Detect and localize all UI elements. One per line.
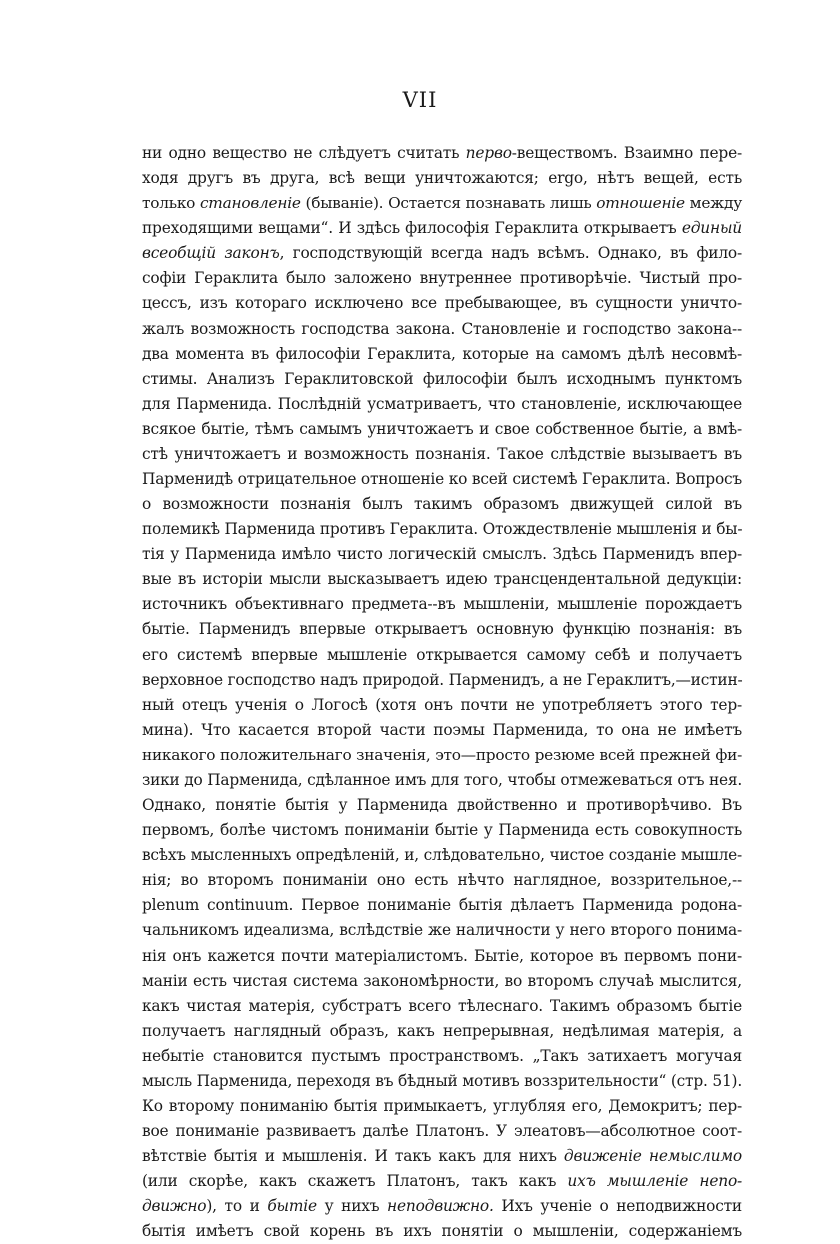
text-line (142, 969, 742, 994)
text-line (142, 643, 742, 668)
italic-text: единый (681, 219, 742, 238)
text-segment: стѣ уничтожаетъ и возможность познанія. Такое слѣдствіе вызываетъ въ (142, 444, 742, 463)
text-segment: тія у Парменида имѣло чисто логическій смыслъ. Здѣсь Парменидъ впер- (142, 545, 742, 564)
text-line (142, 1094, 742, 1119)
italic-text: отношеніе (596, 194, 685, 213)
text-line (142, 768, 742, 793)
text-segment: какъ чистая матерія, субстратъ всего тѣлеснаго. Такимъ образомъ бытіе (142, 996, 742, 1015)
text-segment: цессъ, изъ котораго исключено все пребывающее, въ сущности уничто- (142, 294, 742, 313)
text-line (142, 166, 742, 191)
text-line (142, 1044, 742, 1069)
text-segment: для Парменида. Послѣдній усматриваетъ, что становленіе, исключающее (142, 394, 742, 413)
text-segment: между (684, 194, 742, 213)
text-segment: софіи Гераклита было заложено внутреннее противорѣчіе. Чистый про- (142, 269, 742, 288)
text-segment: (бываніе). Остается познавать лишь (300, 194, 597, 213)
text-segment: всякое бытіе, тѣмъ самымъ уничтожаетъ и свое собственное бытіе, а вмѣ- (142, 419, 742, 438)
text-line (142, 743, 742, 768)
text-segment: только (142, 194, 200, 213)
body-text (142, 141, 742, 1244)
text-line (142, 567, 742, 592)
text-segment: вые въ исторіи мысли высказываетъ идею трансцендентальной дедукціи: (142, 570, 742, 589)
text-line (142, 893, 742, 918)
text-segment: никакого положительнаго значенія, это—просто резюме всей прежней фи- (142, 745, 742, 764)
text-segment: (или скорѣе, какъ скажетъ Платонъ, такъ какъ (142, 1172, 568, 1191)
text-segment: всѣхъ мысленныхъ опредѣленій, и, слѣдовательно, чистое созданіе мышле- (142, 846, 742, 865)
text-segment: верховное господство надъ природой. Парменидъ, а не Гераклитъ,—истин- (142, 670, 743, 689)
text-line (142, 1194, 742, 1219)
text-line (142, 317, 742, 342)
text-line (142, 367, 742, 392)
text-segment: ), то и (206, 1197, 268, 1216)
text-line (142, 668, 742, 693)
text-line (142, 266, 742, 291)
text-line (142, 342, 742, 367)
text-line (142, 492, 742, 517)
text-line (142, 542, 742, 567)
text-line (142, 241, 742, 266)
text-segment: мина). Что касается второй части поэмы Парменида, то она не имѣетъ (142, 720, 742, 739)
text-line (142, 467, 742, 492)
text-line (142, 843, 742, 868)
text-segment: чальникомъ идеализма, вслѣдствіе же наличности у него второго понима- (142, 921, 742, 940)
text-line (142, 141, 742, 166)
text-segment: первомъ, болѣе чистомъ пониманіи бытіе у Парменида есть совокупность (142, 821, 742, 840)
text-segment: два момента въ философіи Гераклита, которые на самомъ дѣлѣ несовмѣ- (142, 344, 742, 363)
text-segment: маніи есть чистая система закономѣрности, во второмъ случаѣ мыслится, (142, 971, 742, 990)
text-line (142, 693, 742, 718)
italic-text: движеніе немыслимо (563, 1147, 742, 1166)
italic-text: неподвижно. (387, 1197, 494, 1216)
text-segment: небытіе становится пустымъ пространствомъ. „Такъ затихаетъ могучая (142, 1046, 742, 1065)
text-segment: Однако, понятіе бытія у Парменида двойственно и противорѣчиво. Въ (142, 796, 742, 815)
text-segment: нія; во второмъ пониманіи оно есть нѣчто наглядное, воззрительное,-- (142, 871, 742, 890)
text-line (142, 191, 742, 216)
text-segment: вѣтствіе бытія и мышленія. И такъ какъ для нихъ (142, 1147, 564, 1166)
text-segment: вое пониманіе развиваетъ далѣе Платонъ. У элеатовъ—абсолютное соот- (142, 1122, 742, 1141)
text-segment: Парменидѣ отрицательное отношеніе ко всей системѣ Гераклита. Вопросъ (142, 470, 742, 489)
text-segment: Ко второму пониманію бытія примыкаетъ, углубляя его, Демокритъ; пер- (142, 1096, 742, 1115)
text-line (142, 818, 742, 843)
italic-text: движно (142, 1197, 207, 1216)
text-segment: получаетъ наглядный образъ, какъ непрерывная, недѣлимая матерія, а (142, 1021, 742, 1040)
text-line (142, 944, 742, 969)
text-line (142, 1219, 742, 1244)
text-segment: -веществомъ. Взаимно пере- (511, 144, 742, 162)
text-line (142, 1144, 742, 1169)
text-segment: , господствующій всегда надъ всѣмъ. Однако, въ фило- (279, 244, 742, 263)
text-segment: ходя другъ въ друга, всѣ вещи уничтожаются; ergo, нѣтъ вещей, есть (142, 169, 742, 188)
italic-text: ихъ мышленіе непо- (567, 1172, 743, 1191)
italic-text: бытіе (267, 1197, 317, 1216)
text-line (142, 918, 742, 943)
text-line (142, 994, 742, 1019)
text-segment: мысль Парменида, переходя въ бѣдный мотивъ воззрительности“ (стр. 51). (142, 1071, 742, 1090)
text-line (142, 793, 742, 818)
text-segment: преходящими вещами“. И здѣсь философія Гераклита открываетъ (142, 219, 682, 238)
text-segment: жалъ возможность господства закона. Становленіе и господство закона-- (142, 319, 742, 338)
text-segment: его системѣ впервые мышленіе открывается самому себѣ и получаетъ (142, 645, 742, 664)
text-segment: бытія имѣетъ свой корень въ ихъ понятіи о мышленіи, содержаніемъ (142, 1222, 742, 1241)
text-segment: о возможности познанія былъ такимъ образомъ движущей силой въ (142, 495, 742, 514)
text-segment: стимы. Анализъ Гераклитовской философіи былъ исходнымъ пунктомъ (142, 369, 742, 388)
text-segment: ни одно вещество не слѣдуетъ считать (142, 144, 466, 162)
page-number: VII (402, 88, 438, 112)
text-line (142, 517, 742, 542)
text-segment: зики до Парменида, сдѣланное имъ для того, чтобы отмежеваться отъ нея. (142, 770, 742, 789)
italic-text: перво (465, 144, 512, 162)
text-segment: полемикѣ Парменида противъ Гераклита. Отождествленіе мышленія и бы- (142, 520, 743, 539)
text-segment: у нихъ (316, 1197, 388, 1216)
text-line (142, 1069, 742, 1094)
text-segment: нія онъ кажется почти матеріалистомъ. Бытіе, которое въ первомъ пони- (142, 946, 742, 965)
text-line (142, 1019, 742, 1044)
text-segment: Ихъ ученіе о неподвижности (493, 1197, 742, 1216)
text-segment: бытіе. Парменидъ впервые открываетъ основную функцію познанія: въ (142, 620, 742, 639)
text-line (142, 592, 742, 617)
text-line (142, 1119, 742, 1144)
text-line (142, 216, 742, 241)
italic-text: становленіе (199, 194, 301, 213)
text-segment: источникъ объективнаго предмета--въ мышленіи, мышленіе порождаетъ (142, 595, 742, 614)
text-line (142, 417, 742, 442)
text-line (142, 392, 742, 417)
italic-text: всеобщій законъ (142, 244, 280, 263)
text-line (142, 291, 742, 316)
text-line (142, 442, 742, 467)
text-segment: plenum continuum. Первое пониманіе бытія дѣлаетъ Парменида родона- (142, 896, 742, 915)
text-line (142, 868, 742, 893)
text-line (142, 718, 742, 743)
text-segment: ный отецъ ученія о Логосѣ (хотя онъ почти не употребляетъ этого тер- (142, 695, 742, 714)
text-line (142, 617, 742, 642)
